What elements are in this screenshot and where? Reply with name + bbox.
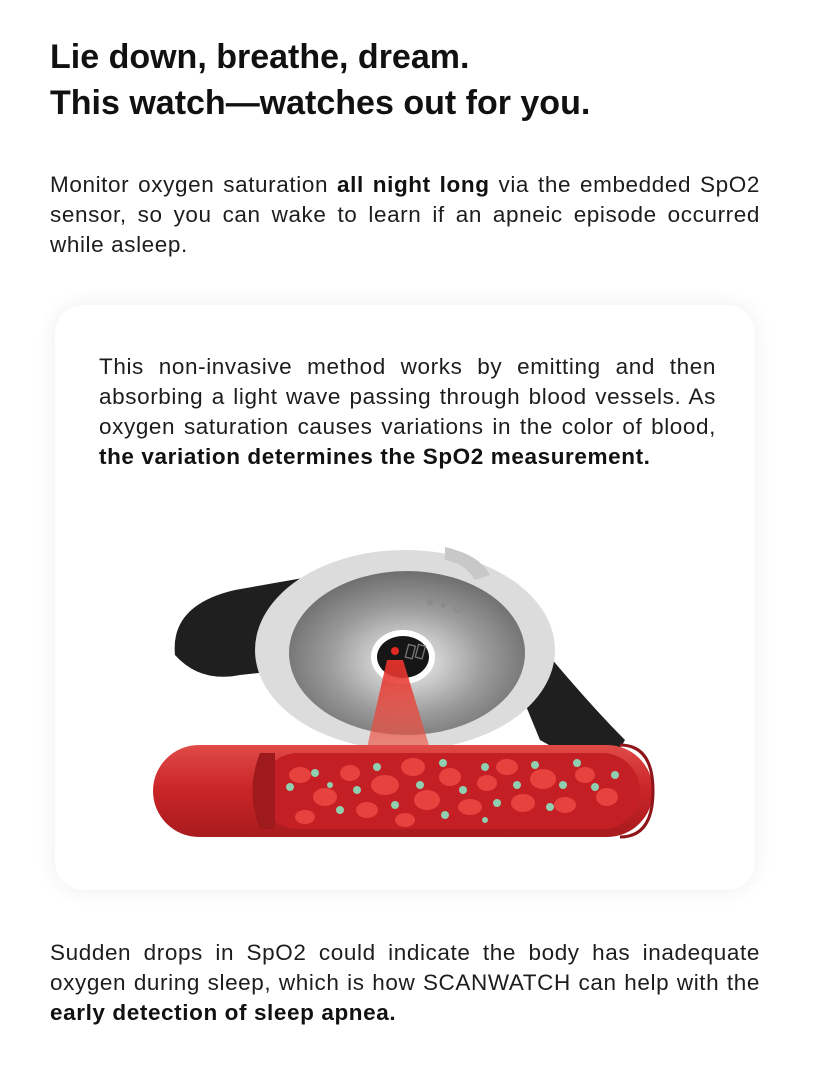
method-paragraph [99, 352, 716, 472]
headline [50, 34, 790, 126]
method-text-1: This non-invasive method works by emitting and then absorbing a light wave passing through blood vessels. As oxygen saturation causes variations in the color of blood, [99, 354, 716, 439]
intro-bold-text: all night long [337, 172, 490, 197]
blood-vessel-illustration [153, 745, 653, 837]
method-bold-text: the variation determines the SpO2 measurement. [99, 444, 651, 469]
headline-line-1: Lie down, breathe, dream. [50, 38, 470, 76]
closing-bold-text: early detection of sleep apnea. [50, 1000, 397, 1025]
closing-paragraph [50, 938, 760, 1028]
headline-line-2: This watch—watches out for you. [50, 84, 591, 122]
spo2-illustration [145, 535, 665, 865]
closing-text-1: Sudden drops in SpO2 could indicate the body has inadequate oxygen during sleep, which is how SCANWATCH can help with the [50, 940, 760, 995]
intro-paragraph [50, 170, 760, 260]
intro-text-2: via the embedded SpO2 sensor, so you can wake to learn if an apneic episode occurred while asleep. [50, 172, 760, 257]
intro-text-1: Monitor oxygen saturation [50, 172, 337, 197]
